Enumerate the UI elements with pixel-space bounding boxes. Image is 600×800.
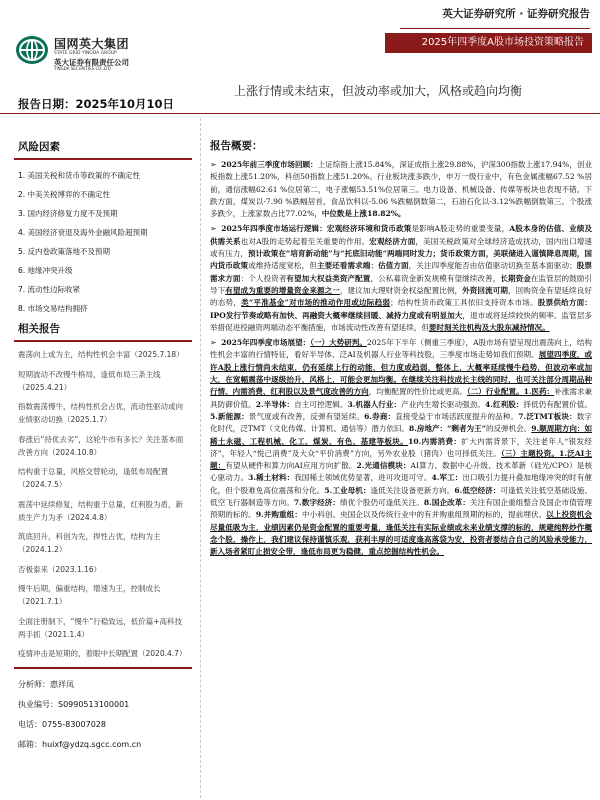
paragraph-text: 自主可控逻辑。 — [294, 399, 348, 409]
paragraph-body: 上证综指上涨15.84%，深证成指上涨29.88%，沪深300指数上涨17.94%，创业板指数上涨51.20%，科创50指数上涨51.20%。行业板块涨多跌少，申万一级行业中，有色金属涨幅67.52 %居前，通信涨幅62.61 %位居第二，电子涨幅53.51%位居第三。电力设备、机械设备、传媒等板块也表现不错。下跌方面，煤炭以-7.90 %跌幅居首，食品饮料以-5.06 %跌幅倒数第二，石油石化以-3.12%跌幅倒数第三。个股涨多跌少，上涨家数占比77.02%， — [210, 160, 593, 219]
related-report-item[interactable]: 震荡向上或为主，结构性机会丰富（2025.7.18） — [18, 350, 184, 359]
related-reports-rule — [14, 340, 192, 342]
column-separator — [200, 118, 201, 798]
paragraph-bold: 3.机器人行业： — [347, 399, 402, 409]
paragraph-underline: 以上投资机会尽量低吸为主，业绩因素仍是资金配置的重要考量，逢低关注有实际业绩或未来业绩支撑的标的，规避纯粹炒作概念个股、操作上，我们建议保持谨慎乐观，获利丰厚的可适度逢高落袋为安，投资者要结合自己的风险承受能力，新入场者紧盯止损安全带，逢低布局更为稳健，重点挖掘结构性机会。 — [210, 510, 592, 557]
paragraph-bold: 7.数字经济： — [293, 498, 340, 508]
paragraph-underline: （三）主题投资。1.泛AI主题： — [210, 448, 592, 471]
paragraph-underline: 9.顺周期方向：如稀土永磁、工程机械、化工、煤炭、有色、基建等板块。 — [210, 424, 592, 446]
summary-heading: 报告概要： — [210, 140, 263, 152]
paragraph-text: 关注有国企重组整合及国企市值管理预期的标的。 — [210, 498, 592, 520]
related-report-item[interactable]: 慢牛后期，偏重结构，增速为王，控制成长（2021.7.1） — [18, 584, 161, 606]
bullet-arrow-icon: ➢ — [210, 224, 217, 234]
risk-item: 2. 中美关税博弈的不确定性 — [18, 190, 111, 199]
related-report-item[interactable]: 震荡中延续修复，结构重于总量，红利股为盾，新质生产力为矛（2024.4.8） — [18, 499, 183, 522]
paragraph-bold: 7.泛TMT板块： — [518, 411, 577, 421]
paragraph-bold: 股票供给方面：IPO发行节奏或略有加快、再融资大概率继续回暖、减持力度或有明显加大 — [210, 298, 592, 320]
paragraph-text: 也对A股的走势起着至关重要的作用。 — [240, 236, 370, 246]
report-header — [0, 0, 600, 72]
analyst-phone: 电话：0755-83007028 — [18, 719, 106, 729]
paragraph-bold: 有望加大权益类资产配置 — [286, 273, 371, 283]
paragraph-text: 的反弹机会。 — [485, 424, 532, 434]
report-date: 报告日期：2025年10月10日 — [18, 97, 175, 111]
related-reports-list — [0, 348, 196, 660]
paragraph-bold: 3.稀土材料： — [248, 473, 295, 483]
paragraph-text: 或维持适度宽松，但 — [248, 261, 317, 271]
company-name-cn: 国网英大集团 — [54, 37, 130, 51]
report-summary — [210, 138, 592, 562]
company-sub-name-en: YINGDA SECURITIES CO.,LTD — [54, 66, 111, 71]
paragraph-bold: 8.国企改革： — [423, 498, 470, 508]
paragraph-text: 择低仍有配置价值。 — [523, 399, 592, 409]
paragraph-text: AI算力、数据中心升级、技术革新（硅光/CPO）是核心驱动力。 — [210, 461, 592, 483]
paragraph-text: 产业内生增长驱动强劲。 — [401, 399, 485, 409]
summary-paragraph-outlook — [210, 337, 592, 558]
paragraph-text: 绩优个股仍可逢低关注。 — [340, 498, 424, 508]
risk-item: 8. 市场交易结构拥挤 — [18, 304, 88, 313]
analyst-info — [0, 675, 196, 755]
paragraph-highlight: 中位数是上涨18.82%。 — [321, 209, 406, 219]
paragraph-bold: A股本身的估值、业绩及供需关系 — [210, 224, 592, 246]
paragraph-bold: 外资回流可期 — [462, 285, 508, 295]
paragraph-bold: 4.军工： — [431, 473, 463, 483]
paragraph-text: 可逢低关注低空基础设施、低空飞行器制造等方向。 — [210, 485, 592, 508]
company-name-en: STATE GRID YINGDA GROUP — [54, 51, 117, 56]
paragraph-text: ：个人投资者 — [240, 273, 287, 283]
paragraph-underline: 展望四季度，或许A股上涨行情尚未结束，仍有延续上行的动能，但力度或趋弱，整体上，大概率延续慢牛趋势，但波动率或加大，在宽幅震荡中逐级抬升，风格上，可能会更加均衡。在继续关注科技成长主线的同时，也可关注部分周期品种行情、内需消费、红利股以及景气度改善的方向 — [210, 350, 592, 397]
paragraph-bold: 主要还看需求端 — [316, 261, 371, 271]
paragraph-bold: 6.券商： — [364, 411, 396, 421]
paragraph-text: ，美国关税政策对全球经济造成扰动，国内出口增速或有压力， — [210, 236, 592, 259]
paragraph-lead: 2025年四季度市场运行逻辑：宏观经济环境和货币政策 — [221, 224, 412, 234]
paragraph-text: 在监管层的鼓励引导下 — [210, 273, 592, 295]
paragraph-bold: 股票需求方面 — [210, 261, 592, 283]
paragraph-text: ，公私募资金新发规模有望继续改善， — [370, 273, 501, 283]
paragraph-underline: （二）行业配置。1.医药： — [466, 387, 555, 397]
paragraph-bold: 5.新能源： — [210, 411, 249, 421]
related-report-item[interactable]: 指数震荡慢牛，结构性机会占优，流动性驱动或向业绩驱动切换（2025.1.7） — [18, 402, 183, 424]
risk-factors-rule — [14, 158, 192, 160]
paragraph-text: ，退市或将延续较快的频率。监管层多举措促进投融资两端动态平衡措施，市场流动性改善有望延续，但 — [210, 310, 592, 332]
paragraph-bold: 8.房地产：“剩者为王” — [408, 424, 486, 434]
paragraph-text: 有望从硬件和算力向AI应用方向扩散。 — [225, 461, 357, 471]
paragraph-text: ，均衡配置的性价比或更高。 — [368, 387, 467, 397]
related-report-item[interactable]: 疫情冲击是短期的，着眼中长期配置（2020.4.7） — [18, 649, 187, 658]
paragraph-text: 景气度或有改善，反弹有望延续。 — [248, 411, 365, 421]
state-grid-logo-icon — [14, 34, 50, 66]
paragraph-bold: 长期资金 — [500, 273, 531, 283]
paragraph-text: ；结构性货币政策工具依旧支持资本市场。 — [390, 298, 538, 308]
risk-item: 3. 国内经济修复力度不及预期 — [18, 209, 118, 218]
analyst-cert: 执业编号：S0990513100001 — [18, 699, 130, 709]
header-rule — [400, 28, 590, 29]
risk-factors-list — [0, 166, 196, 318]
summary-paragraph-logic — [210, 223, 592, 334]
sidebar — [0, 140, 196, 755]
company-logo — [14, 34, 174, 71]
bullet-arrow-icon: ➢ — [210, 338, 217, 348]
paragraph-underline: 要时刻关注机构及大股东减持情况。 — [428, 322, 550, 332]
risk-item: 7. 流动性边际收紧 — [18, 285, 81, 294]
paragraph-text: 逢低关注设备更新方向。 — [370, 485, 455, 495]
paragraph-underline: 有望成为重要的增量资金来源之一 — [225, 285, 340, 295]
paragraph-text: 我国稀土领域优势显著，进可攻退可守。 — [294, 473, 432, 483]
analyst-rule — [14, 667, 192, 669]
header-divider — [0, 113, 600, 114]
paragraph-bold: 6.低空经济： — [454, 485, 501, 495]
paragraph-text: 直接受益于市场活跃度提升的品种。 — [395, 411, 519, 421]
paragraph-text: 数字化时代，泛TMT（文化传媒、计算机、通信等）潜力依旧。 — [210, 411, 592, 434]
paragraph-bold: 5.工业母机： — [324, 485, 371, 495]
paragraph-text: ，回购资金有望延续良好的态势， — [210, 285, 592, 308]
paragraph-bold: 估值方面 — [378, 261, 409, 271]
paragraph-bold: 2.光通信模块： — [356, 461, 411, 471]
risk-item: 4. 美国经济衰退及海外金融风险超预期 — [18, 228, 148, 237]
bullet-arrow-icon: ➢ — [210, 160, 217, 169]
paragraph-underline: （一）大势研判。 — [310, 338, 367, 348]
related-report-item[interactable]: 春涨后“持优去劣”，这轮牛市有多长？关注基本面改善方向（2024.10.8） — [18, 434, 184, 457]
institute-label: 英大证券研究所 · 证券研究报告 — [442, 8, 590, 20]
paragraph-text: 2025年下半年（侧重三季度），A股市场有望呈现出震荡向上，结构性机会丰富的行情特征，看好半导体、泛AI及机器人行业等科技股，三季度市场走势如我们预期。 — [210, 338, 592, 360]
report-series-banner: 2025年四季度A股市场投资策略报告 — [385, 33, 592, 53]
paragraph-lead: 2025年四季度市场展望： — [221, 338, 311, 348]
related-report-item[interactable]: 否极泰来（2023.1.16） — [18, 564, 102, 574]
risk-item: 1. 美国关税和货币等政策的不确定性 — [18, 171, 141, 180]
related-reports-heading: 相关报告 — [18, 323, 60, 335]
paragraph-text: 是影响A股走势的重要变量， — [411, 224, 510, 234]
paragraph-text: 出口吸引力提升叠加地缘冲突的时有催化，但个股难免高位震荡和分化。 — [210, 473, 592, 495]
paragraph-bold: 10.内需消费： — [408, 436, 462, 446]
paragraph-bold: 预计政策在“培育新动能”与“托底旧动能”两端同时发力；货币政策方面，美联储进入谨慎降息周期，国内货币政策 — [210, 249, 592, 271]
summary-paragraph-review — [210, 159, 592, 220]
paragraph-text: 扩大内需背景下，关注老年人“银发经济”，年轻人“悦己消费”及大众“平价消费”方向，另外农业股（猪肉）也可择低关注。 — [210, 436, 592, 458]
paragraph-bold: 2.半导体： — [255, 399, 295, 409]
paragraph-bold: 4.红利股： — [485, 399, 524, 409]
paragraph-lead: 2025年前三季度市场回顾： — [221, 160, 318, 169]
related-report-item[interactable]: 短期波动不改慢牛格局，逢低布局三条主线（2025.4.21） — [18, 369, 161, 392]
paragraph-underline: 类“平准基金”对市场的推动作用或边际趋弱 — [241, 298, 391, 308]
paragraph-text: ，关注四季度能否由估值驱动切换至基本面驱动； — [408, 261, 577, 271]
related-report-item[interactable]: 全面注册制下，“慢牛”行稳致远，低价篇+高科技两手抓（2021.1.4） — [18, 616, 183, 639]
report-main-title: 上涨行情或未结束，但波动率或加大，风格或趋向均衡 — [234, 84, 523, 98]
paragraph-bold: 9.并购重组： — [255, 510, 302, 520]
paragraph-text: 中小科创、央国企以及传统行业中的有并购重组预期的标的，提前埋伏。 — [301, 510, 547, 520]
related-report-item[interactable]: 筑底回升，科创为先，捍性占优，结构为主（2024.1.2） — [18, 532, 161, 554]
analyst-email[interactable]: 邮箱：huixf@ydzq.sgcc.com.cn — [18, 739, 142, 749]
paragraph-text: ； — [370, 261, 379, 271]
related-report-item[interactable]: 结构重于总量，风格交替轮动，逢低布局配置（2024.7.5） — [18, 467, 168, 489]
risk-item: 6. 地缘冲突升级 — [18, 266, 73, 275]
risk-factors-heading: 风险因素 — [18, 141, 60, 153]
paragraph-bold: 宏观经济方面 — [369, 236, 416, 246]
analyst-name: 分析师：惠祥凤 — [18, 679, 74, 689]
paragraph-text: ，建议加大理财资金权益配置比例， — [339, 285, 463, 295]
company-sub-name: 英大证券有限责任公司 — [54, 58, 129, 67]
paragraph-text: 补涨需求兼具防御价值。 — [210, 387, 592, 409]
risk-item: 5. 反内卷政策落地不及预期 — [18, 247, 111, 256]
